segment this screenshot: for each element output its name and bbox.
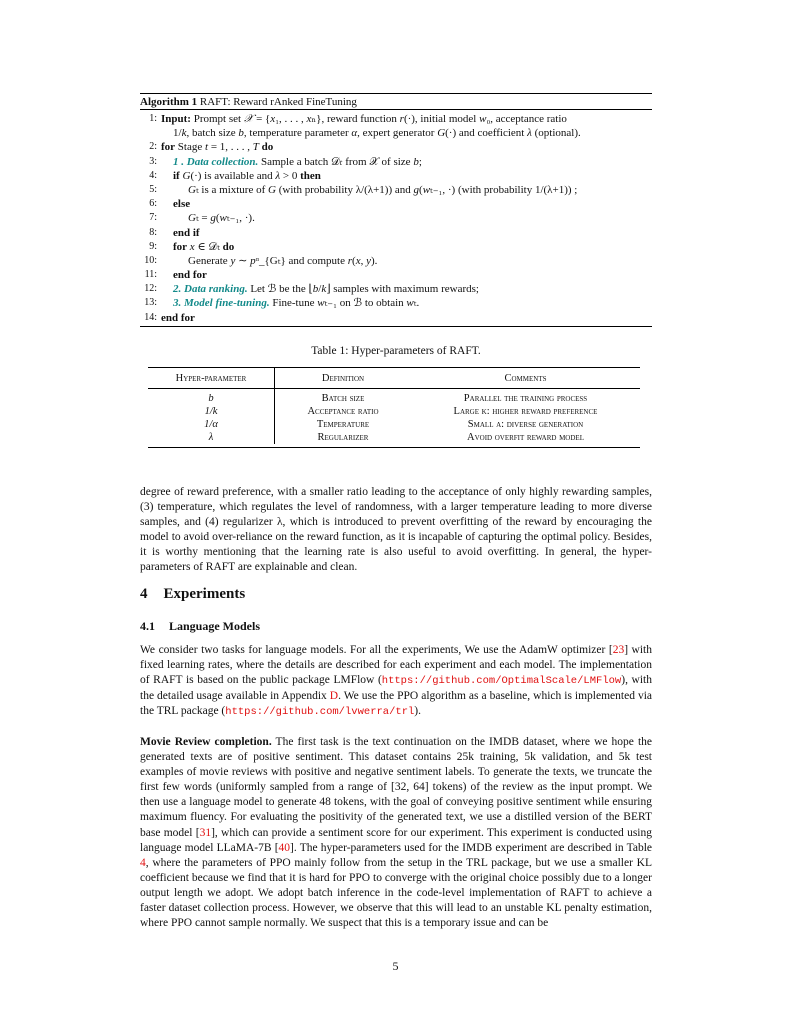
algorithm-line bbox=[140, 183, 652, 197]
table-cell: 1/k bbox=[148, 405, 275, 418]
appendix-link[interactable]: D bbox=[329, 690, 339, 703]
algorithm-line bbox=[140, 254, 652, 268]
algorithm-line bbox=[140, 226, 652, 240]
line-number: 3: bbox=[149, 155, 157, 167]
line-number: 7: bbox=[149, 212, 157, 224]
line-number: 5: bbox=[149, 183, 157, 195]
table-cell: Small α: diverse generation bbox=[467, 419, 584, 430]
citation-link[interactable]: 40 bbox=[278, 841, 291, 854]
line-text: for Stage t = 1, . . . , T do bbox=[161, 141, 274, 154]
line-number: 4: bbox=[149, 169, 157, 181]
line-text: end for bbox=[161, 311, 195, 324]
table-cell: Regularizer bbox=[317, 432, 369, 443]
algorithm-block bbox=[140, 93, 652, 327]
table-cell: b bbox=[148, 389, 275, 406]
algorithm-line bbox=[140, 126, 652, 140]
line-text: for x ∈ 𝒟ₜ do bbox=[173, 240, 235, 253]
line-number: 12: bbox=[144, 283, 157, 295]
table-cell: Avoid overfit reward model bbox=[467, 432, 584, 443]
line-number: 6: bbox=[149, 198, 157, 210]
col-header-definition: Definition bbox=[321, 372, 365, 384]
line-text: 3. Model fine-tuning. Fine-tune wₜ₋₁ on ℬ to obtain wₜ. bbox=[173, 297, 420, 310]
line-text: Generate y ∼ pᵅ_{Gₜ} and compute r(x, y). bbox=[188, 254, 378, 267]
subsection-heading: 4.1 Language Models bbox=[140, 619, 261, 633]
hyperparameter-table bbox=[148, 367, 640, 448]
line-text: 1/k, batch size b, temperature parameter α, expert generator G(·) and coefficient λ (optional). bbox=[173, 127, 581, 140]
line-text: Input: Prompt set 𝒳 = {x₁, . . . , xₙ}, reward function r(·), initial model w₀, acceptance ratio bbox=[161, 113, 567, 125]
section-heading: 4 Experiments bbox=[140, 586, 246, 602]
algorithm-line bbox=[140, 169, 652, 183]
table-ref-link[interactable]: 4 bbox=[140, 856, 146, 869]
algorithm-line bbox=[140, 282, 652, 296]
table-cell: 1/α bbox=[148, 418, 275, 431]
line-number: 9: bbox=[149, 240, 157, 252]
line-number: 14: bbox=[144, 311, 157, 323]
table-cell: Large k: higher reward preference bbox=[453, 406, 598, 417]
citation-link[interactable]: 23 bbox=[612, 644, 625, 656]
line-number: 8: bbox=[149, 226, 157, 238]
col-header-comments: Comments bbox=[504, 372, 547, 384]
line-text: if G(·) is available and λ > 0 then bbox=[173, 169, 321, 182]
line-text: else bbox=[173, 198, 191, 211]
table-row bbox=[148, 405, 640, 418]
line-text: Gₜ is a mixture of G (with probability λ/(λ+1)) and g(wₜ₋₁, ·) (with probability 1/(λ+1)) ; bbox=[188, 183, 578, 196]
paragraph-hyperparams: degree of reward preference, with a smaller ratio leading to the acceptance of only highly rewarding samples, (3) temperature, which regulates the level of randomness, with a larger temperature leading to more diverse samples, and (4) regularizer λ, which is introduced to prevent overfitting of the reward by encouraging the model to avoid over-reliance on the reward function, as it is incapable of capturing the optimal policy. Besides, it is worthy mentioning that the learning rate is also useful to avoid overfitting. In general, the hyper-parameters of RAFT are explainable and clean. bbox=[140, 486, 652, 574]
table-row bbox=[148, 389, 640, 406]
line-number: 11: bbox=[144, 269, 157, 281]
algorithm-line bbox=[140, 211, 652, 225]
algorithm-line bbox=[140, 155, 652, 169]
algorithm-line bbox=[140, 140, 652, 154]
trl-url-link[interactable]: https://github.com/lvwerra/trl bbox=[225, 706, 415, 719]
algorithm-line bbox=[140, 311, 652, 325]
table-row bbox=[148, 418, 640, 431]
table-cell: Temperature bbox=[316, 419, 370, 430]
table-cell: Batch size bbox=[321, 393, 365, 404]
citation-link[interactable]: 31 bbox=[199, 826, 212, 839]
table-row bbox=[148, 431, 640, 444]
algorithm-caption: Algorithm 1 RAFT: Reward rAnked FineTuning bbox=[140, 96, 357, 108]
algorithm-line bbox=[140, 112, 652, 126]
algorithm-line bbox=[140, 197, 652, 211]
algorithm-line bbox=[140, 268, 652, 282]
paragraph-setup: We consider two tasks for language models. For all the experiments, We use the AdamW optimizer [23] with fixed learning rates, where the details are described for each experiment and each model. The implementation of RAFT is based on the public package LMFlow (https://github.com/OptimalScale/LMFlow), with the detailed usage available in Appendix D. We use the PPO algorithm as a baseline, which is implemented via the TRL package (https://github.com/lvwerra/trl). bbox=[140, 644, 652, 719]
algorithm-line bbox=[140, 240, 652, 254]
line-number: 10: bbox=[144, 254, 157, 266]
line-text: end if bbox=[173, 226, 200, 239]
line-text: Gₜ = g(wₜ₋₁, ·). bbox=[188, 212, 255, 225]
lmflow-url-link[interactable]: https://github.com/OptimalScale/LMFlow bbox=[381, 675, 622, 688]
table-cell: Parallel the training process bbox=[463, 393, 588, 404]
table-cell: Acceptance ratio bbox=[307, 406, 379, 417]
col-header-hyperparameter: Hyper-parameter bbox=[148, 368, 275, 389]
page-number: 5 bbox=[392, 959, 399, 973]
line-number: 2: bbox=[149, 141, 157, 153]
paragraph-movie-review: Movie Review completion. The first task is the text continuation on the IMDB dataset, where we hope the generated texts are of positive sentiment. This dataset contains 25k training, 5k validation, and 5k test examples of movie reviews with positive and negative sentiment labels. To generate the texts, we truncate the first few words (uniformly sampled from a range of [32, 64] tokens) of the review as the input prompt. We then use a language model to generate 48 tokens, with the goal of conveying positive sentiment while ensuring maximum fluency. For evaluating the positivity of the generated text, we use a distilled version of the BERT base model [31], which can provide a sentiment score for our experiment. This experiment is conducted using language model LLaMA-7B [40]. The hyper-parameters used for the IMDB experiment are described in Table 4, where the parameters of PPO mainly follow from the setup in the TRL package, but we use a smaller KL coefficient because we find that it is hard for PPO to converge with the original choice possibly due to a longer output length we adopt. We adopt batch inference in the code-level implementation of RAFT to achieve a faster dataset collection process. However, we observe that this will lead to an unstable KL penalty estimation, where PPO cannot sample normally. We suspect that this is a temporary issue and can be bbox=[140, 736, 652, 930]
algorithm-line bbox=[140, 296, 652, 310]
table-caption: Table 1: Hyper-parameters of RAFT. bbox=[311, 345, 481, 357]
line-number: 1: bbox=[149, 113, 157, 124]
algorithm-lines bbox=[140, 110, 652, 325]
line-text: 1 . Data collection. Sample a batch 𝒟ₜ from 𝒳 of size b; bbox=[173, 155, 422, 168]
line-number: 13: bbox=[144, 297, 157, 309]
line-text: 2. Data ranking. Let ℬ be the ⌊b/k⌋ samples with maximum rewards; bbox=[173, 283, 479, 296]
line-text: end for bbox=[173, 269, 207, 282]
table-cell: λ bbox=[148, 431, 275, 444]
